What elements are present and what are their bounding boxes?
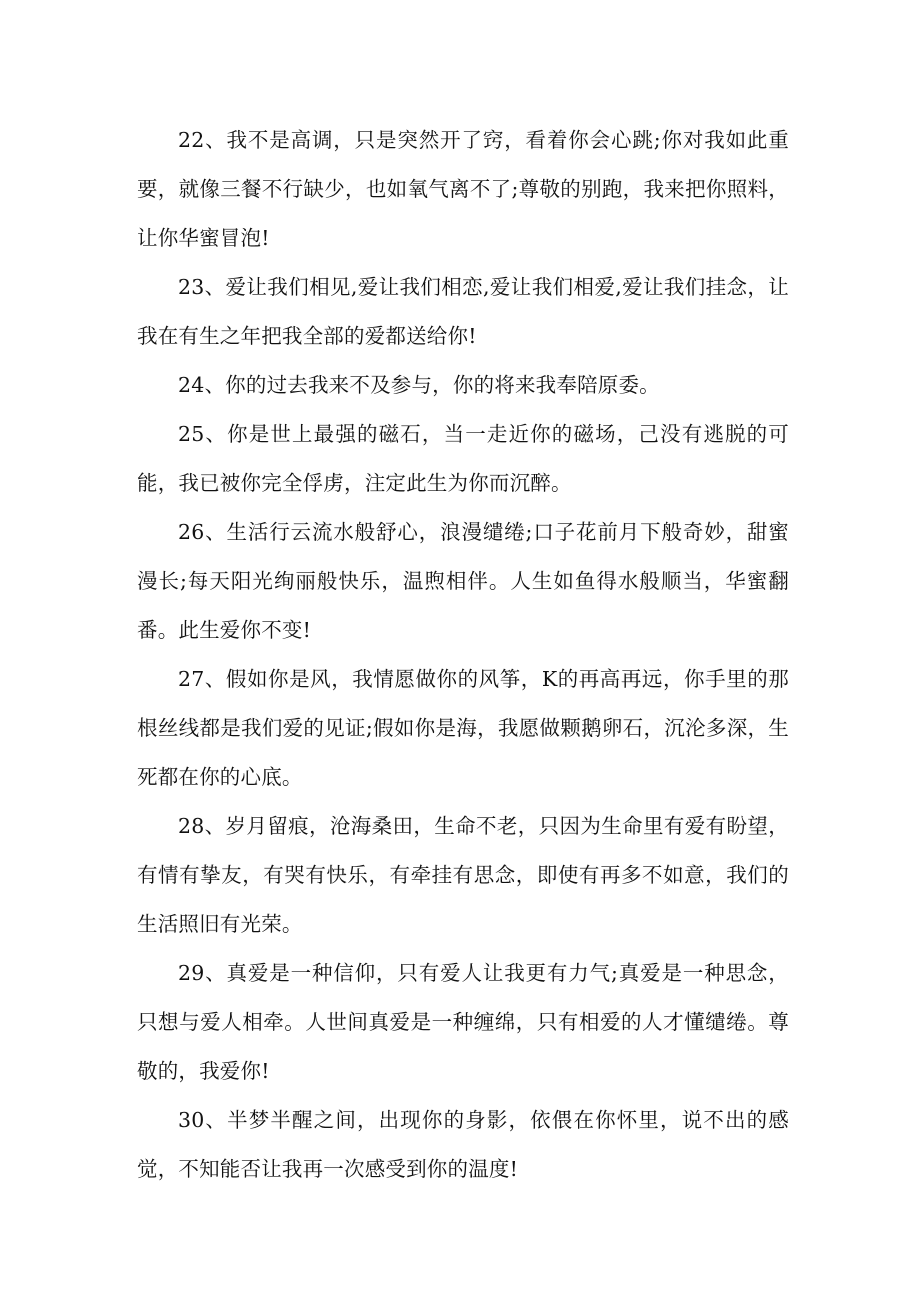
paragraph-line: 27、假如你是风，我情愿做你的风筝，K的再高再远，你手里的那根 [137,667,789,740]
paragraph-line: 长;每天阳光绚丽般快乐，温煦相伴。人生如鱼得水般顺当，华蜜翻番。此 [137,569,789,642]
paragraph-line: 23、爱让我们相见,爱让我们相恋,爱让我们相爱,爱让我们挂念，让 [178,275,789,299]
paragraph-line: 我爱你! [199,1059,270,1083]
paragraph-line: 我已被你完全俘虏，注定此生为你而沉醉。 [178,471,572,495]
paragraph-line: 生爱你不变! [199,618,312,642]
paragraph-line: 24、你的过去我来不及参与，你的将来我奉陪原委。 [178,373,660,397]
paragraph-line: 想与爱人相牵。人世间真爱是一种缠绵，只有相爱的人才懂缱绻。尊敬的， [137,1010,789,1083]
paragraph-line: 我在有生之年把我全部的爱都送给你! [137,324,477,348]
paragraph-29 [137,949,789,1096]
paragraph-line: 30、半梦半醒之间，出现你的身影，依偎在你怀里，说不出的感 [178,1108,789,1132]
paragraph-27 [137,655,789,802]
paragraph-25 [137,410,789,508]
paragraph-line: 丝线都是我们爱的见证;假如你是海，我愿做颗鹅卵石，沉沦多深，生死都 [137,716,790,789]
paragraph-line: 蜜冒泡! [199,226,270,250]
paragraph-28 [137,802,789,949]
paragraph-line: 就像三餐不行缺少，也如氧气离不了;尊敬的别跑，我来把你照料，让你华 [137,177,789,250]
paragraph-line: 28、岁月留痕，沧海桑田，生命不老，只因为生命里有爱有盼望，有 [137,814,789,887]
paragraph-24 [137,361,789,410]
paragraph-23 [137,263,789,361]
paragraph-line: 26、生活行云流水般舒心，浪漫缱绻;口子花前月下般奇妙，甜蜜漫 [137,520,789,593]
paragraph-30 [137,1096,789,1194]
paragraph-line: 29、真爱是一种信仰，只有爱人让我更有力气;真爱是一种思念，只 [137,961,789,1034]
paragraph-line: 22、我不是高调，只是突然开了窍，看着你会心跳;你对我如此重要， [137,128,789,201]
paragraph-26 [137,508,789,655]
paragraph-line: 情有挚友，有哭有快乐，有牵挂有思念，即使有再多不如意，我们的生活 [137,863,789,936]
paragraph-line: 觉，不知能否让我再一次感受到你的温度! [137,1157,519,1181]
paragraph-line: 25、你是世上最强的磁石，当一走近你的磁场，己没有逃脱的可能， [137,422,789,495]
document-body [137,116,789,1194]
paragraph-22 [137,116,789,263]
paragraph-line: 在你的心底。 [178,765,303,789]
paragraph-line: 照旧有光荣。 [178,912,303,936]
